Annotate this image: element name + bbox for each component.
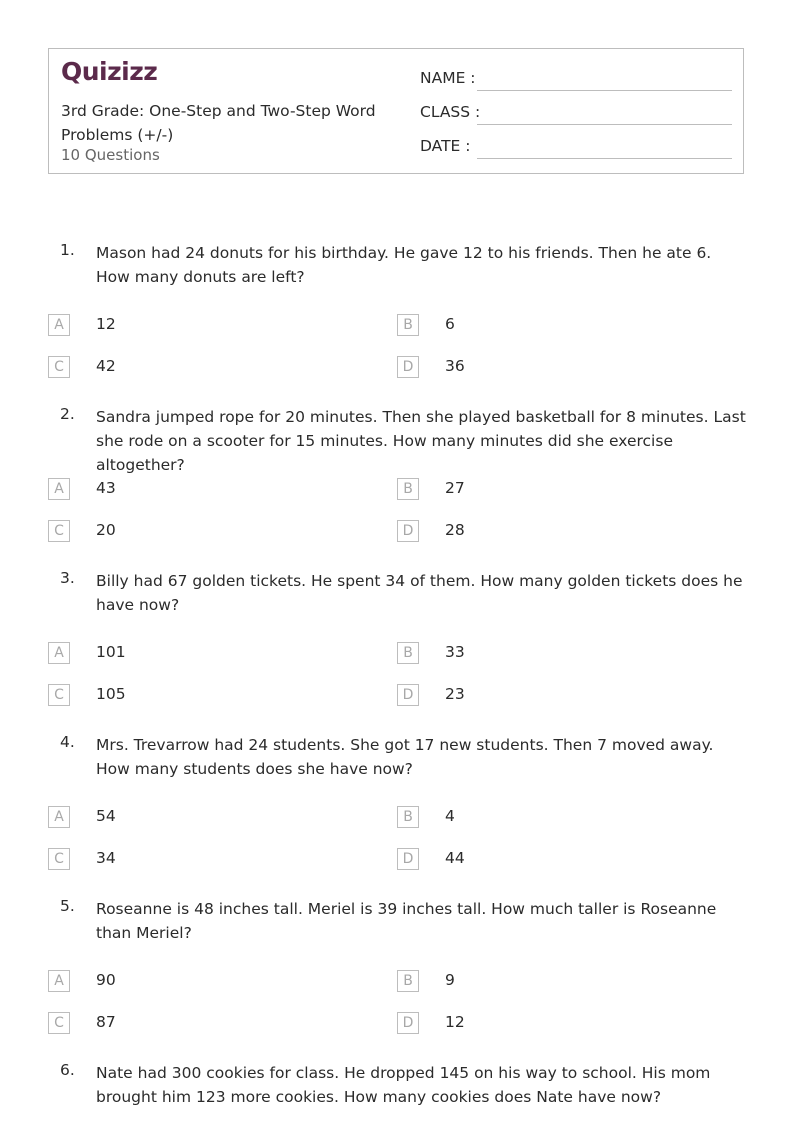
option-a-box[interactable]: A: [48, 970, 70, 992]
option-c-value: 87: [96, 1013, 116, 1031]
option-d-box[interactable]: D: [397, 520, 419, 542]
quizizz-logo: Quizizz: [61, 57, 158, 86]
name-label: NAME :: [420, 69, 476, 87]
option-c-value: 105: [96, 685, 126, 703]
question-count: 10 Questions: [61, 146, 160, 164]
option-a-box[interactable]: A: [48, 642, 70, 664]
option-a-value: 101: [96, 643, 126, 661]
option-c-value: 42: [96, 357, 116, 375]
question-text: Mason had 24 donuts for his birthday. He gave 12 to his friends. Then he ate 6. How many donuts are left?: [96, 244, 712, 286]
option-b-value: 27: [445, 479, 465, 497]
question-number: 1.: [60, 241, 75, 259]
date-line[interactable]: [477, 158, 732, 159]
option-c-box[interactable]: C: [48, 1012, 70, 1034]
option-b-box[interactable]: B: [397, 642, 419, 664]
date-field[interactable]: [420, 137, 732, 159]
option-a-box[interactable]: A: [48, 314, 70, 336]
option-d-box[interactable]: D: [397, 1012, 419, 1034]
option-b-box[interactable]: B: [397, 314, 419, 336]
option-a-box[interactable]: A: [48, 806, 70, 828]
question-number: 3.: [60, 569, 75, 587]
option-d-value: 44: [445, 849, 465, 867]
option-a-value: 90: [96, 971, 116, 989]
option-d-value: 36: [445, 357, 465, 375]
option-a-value: 12: [96, 315, 116, 333]
option-a-box[interactable]: A: [48, 478, 70, 500]
option-d-box[interactable]: D: [397, 356, 419, 378]
question-text: Nate had 300 cookies for class. He dropped 145 on his way to school. His mom brought him 123 more cookies. How many cookies does Nate have now?: [96, 1064, 711, 1106]
option-b-value: 4: [445, 807, 455, 825]
class-label: CLASS :: [420, 103, 481, 121]
option-d-value: 28: [445, 521, 465, 539]
date-label: DATE :: [420, 137, 471, 155]
question-text: Mrs. Trevarrow had 24 students. She got 17 new students. Then 7 moved away. How many students does she have now?: [96, 736, 714, 778]
option-a-value: 43: [96, 479, 116, 497]
option-d-value: 12: [445, 1013, 465, 1031]
question-number: 5.: [60, 897, 75, 915]
worksheet-title: 3rd Grade: One-Step and Two-Step Word Problems (+/-): [61, 102, 376, 144]
option-d-value: 23: [445, 685, 465, 703]
class-line[interactable]: [477, 124, 732, 125]
class-field[interactable]: [420, 103, 732, 125]
question-text: Sandra jumped rope for 20 minutes. Then she played basketball for 8 minutes. Last she rode on a scooter for 15 minutes. How many minutes did she exercise altogether?: [96, 408, 746, 474]
question-number: 2.: [60, 405, 75, 423]
option-d-box[interactable]: D: [397, 848, 419, 870]
question-text: Roseanne is 48 inches tall. Meriel is 39 inches tall. How much taller is Roseanne than Meriel?: [96, 900, 717, 942]
option-c-value: 20: [96, 521, 116, 539]
name-line[interactable]: [477, 90, 732, 91]
option-b-value: 6: [445, 315, 455, 333]
option-b-value: 9: [445, 971, 455, 989]
option-c-box[interactable]: C: [48, 848, 70, 870]
option-c-box[interactable]: C: [48, 520, 70, 542]
worksheet-header: [48, 48, 744, 174]
option-b-box[interactable]: B: [397, 806, 419, 828]
option-c-box[interactable]: C: [48, 684, 70, 706]
name-field[interactable]: [420, 69, 732, 91]
option-a-value: 54: [96, 807, 116, 825]
option-b-box[interactable]: B: [397, 478, 419, 500]
option-d-box[interactable]: D: [397, 684, 419, 706]
question-number: 6.: [60, 1061, 75, 1079]
question-text: Billy had 67 golden tickets. He spent 34 of them. How many golden tickets does he have now?: [96, 572, 743, 614]
option-c-box[interactable]: C: [48, 356, 70, 378]
option-c-value: 34: [96, 849, 116, 867]
question-number: 4.: [60, 733, 75, 751]
option-b-value: 33: [445, 643, 465, 661]
option-b-box[interactable]: B: [397, 970, 419, 992]
